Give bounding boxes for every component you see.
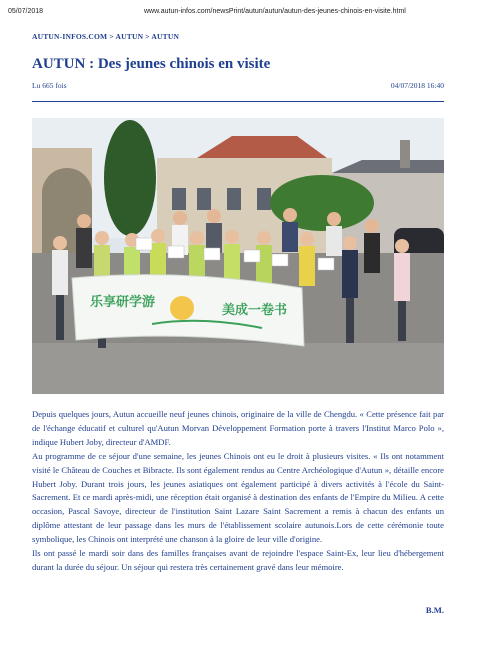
article-meta <box>32 81 444 93</box>
print-header <box>8 8 472 18</box>
article-title: AUTUN : Des jeunes chinois en visite <box>32 56 271 72</box>
print-date: 05/07/2018 <box>8 8 44 15</box>
article-body <box>32 408 444 575</box>
publish-date: 04/07/2018 16:40 <box>390 81 444 90</box>
article-paragraph: Ils ont passé le mardi soir dans des familles françaises avant de rejoindre l'espace Saint-Ex, leur lieu d'hébergement durant la durée du séjour. Un séjour qui restera très certainement gravé dans leur mémoire. <box>32 548 444 572</box>
print-url: www.autun-infos.com/newsPrint/autun/autun/autun-des-jeunes-chinois-en-visite.html <box>144 8 406 15</box>
divider <box>32 101 444 102</box>
breadcrumb-separator: > <box>143 32 152 41</box>
banner-text-right: 美成一卷书 <box>222 303 288 318</box>
group-photo-illustration <box>32 118 444 394</box>
article-photo <box>32 118 444 394</box>
breadcrumb-item-section[interactable]: AUTUN <box>115 32 144 41</box>
breadcrumb-item-subsection[interactable]: AUTUN <box>151 32 180 41</box>
breadcrumb-separator: > <box>107 32 116 41</box>
read-count: Lu 665 fois <box>32 81 67 90</box>
author-signature: B.M. <box>425 605 444 615</box>
banner-text-left: 乐享研学游 <box>90 295 156 310</box>
article-paragraph: Depuis quelques jours, Autun accueille neuf jeunes chinois, originaire de la ville de Chengdu. « Cette présence fait par de l'échange éducatif et culturel qu'Autun Morvan Développement Formation porte à travers l'Institut Marco Polo », indique Hubert Joby, directeur d'AMDF. <box>32 409 444 447</box>
article-paragraph: Au programme de ce séjour d'une semaine, les jeunes Chinois ont eu le droit à plusieurs visites. « Ils ont notamment visité le Château de Couches et Bibracte. Ils sont également rendus au Centre Archéologique d'Autun », détaille encore Hubert Joby. Durant trois jours, les jeunes asiatiques ont également participé à divers activités à l'école du Saint-Sacrement. Et ce mardi après-midi, une réception était organisé à destination des enfants de l'Empire du Milieu. A cette occasion, Pascal Savoye, directeur de l'institution Saint Lazare Saint Sacrement a remis à chacun des enfants un diplôme attestant de leur passage dans les murs de l'établissement scolaire autunois.Lors de cette cérémonie toute symbolique, les Chinois ont interprété une chanson à la gloire de leur ville d'origine. <box>32 450 444 545</box>
breadcrumb <box>32 32 179 41</box>
breadcrumb-item-site[interactable]: AUTUN-INFOS.COM <box>32 32 108 41</box>
